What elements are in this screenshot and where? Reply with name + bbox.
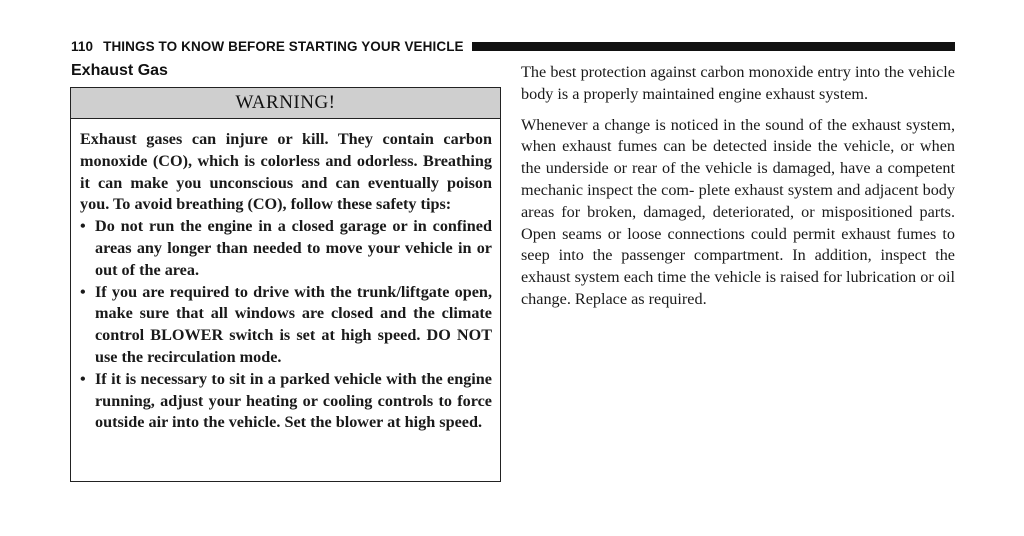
warning-box (70, 87, 501, 482)
safety-tips-list (80, 216, 492, 434)
section-title: Exhaust Gas (71, 62, 168, 79)
header-rule (472, 42, 955, 51)
warning-body (71, 119, 500, 434)
body-paragraph: Whenever a change is noticed in the sound of the exhaust system, when exhaust fumes can be detected inside the vehicle, or when the underside or rear of the vehicle is damaged, have a competent mechanic inspect the com- plete exhaust system and adjacent body areas for broken, damaged, deteriorated, or mispositioned parts. Open seams or loose connections could permit exhaust fumes to seep into the passenger compartment. In addition, inspect the exhaust system each time the vehicle is raised for lubrication or oil change. Replace as required. (521, 115, 955, 308)
running-title: THINGS TO KNOW BEFORE STARTING YOUR VEHICLE (103, 38, 464, 54)
body-paragraph: The best protection against carbon monoxide entry into the vehicle body is a properly maintained engine exhaust system. (521, 63, 955, 103)
safety-tip (80, 282, 492, 369)
bullet-icon: • (80, 369, 86, 388)
safety-tip (80, 369, 492, 434)
body-text-column (521, 62, 955, 320)
bullet-icon: • (80, 217, 86, 236)
safety-tip-text: Do not run the engine in a closed garage or in confined areas any longer than needed to move your vehicle in or out of the area. (95, 217, 492, 279)
warning-heading: WARNING! (71, 88, 500, 119)
safety-tip-text: If you are required to drive with the trunk/liftgate open, make sure that all windows are closed and the climate control BLOWER switch is set at high speed. DO NOT use the recirculation mode. (95, 282, 492, 366)
warning-intro: Exhaust gases can injure or kill. They contain carbon monoxide (CO), which is colorless and odorless. Breathing it can make you unconscious and can eventually poison you. To avoid breathing (CO), follow these safety tips: (80, 130, 492, 214)
safety-tip (80, 216, 492, 281)
page-number: 110 (71, 38, 94, 54)
safety-tip-text: If it is necessary to sit in a parked vehicle with the engine running, adjust your heating or cooling controls to force outside air into the vehicle. Set the blower at high speed. (95, 369, 492, 432)
page-header (71, 36, 955, 56)
bullet-icon: • (80, 282, 86, 301)
